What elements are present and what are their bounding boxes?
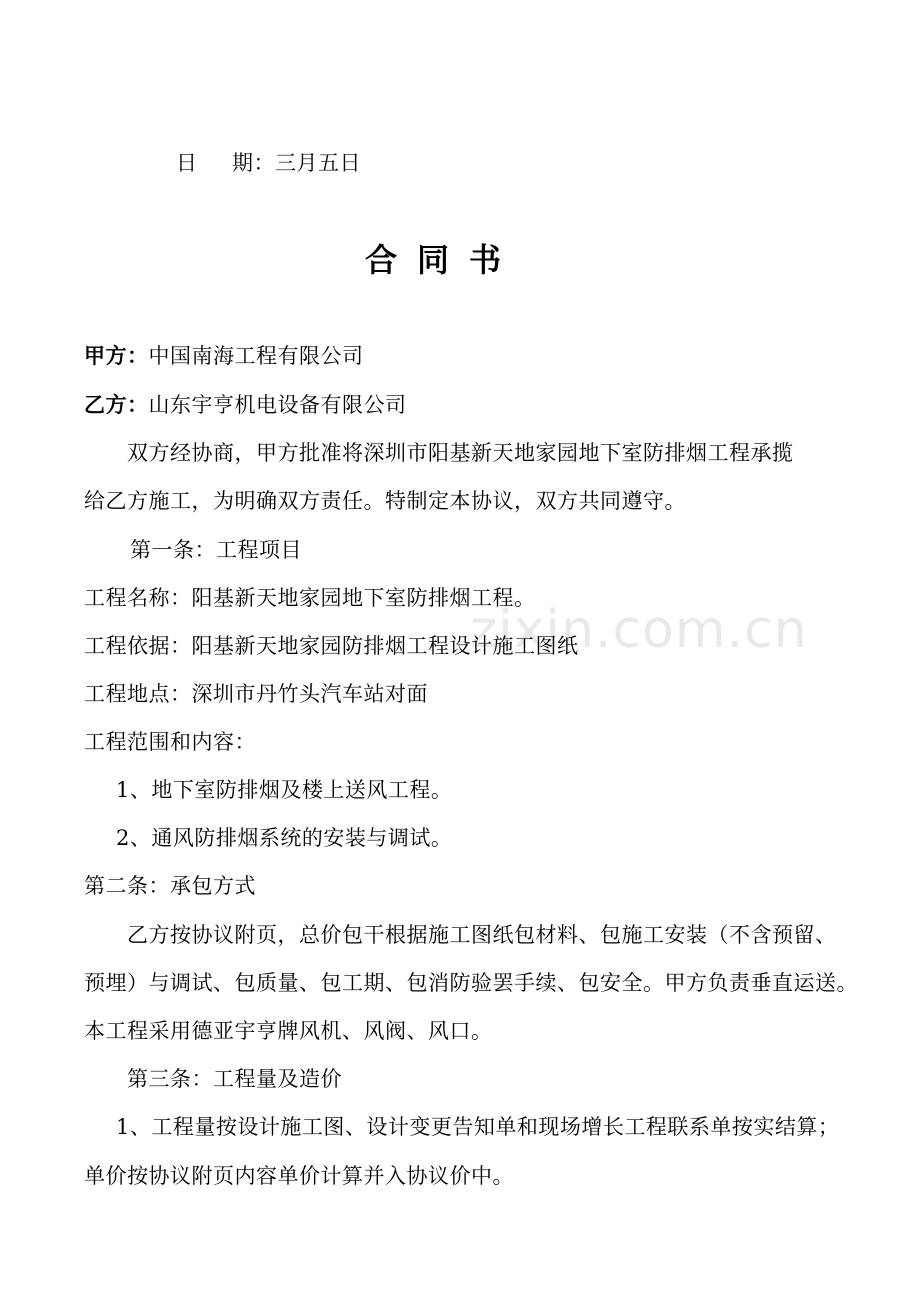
party-a-label: 甲方：	[84, 343, 149, 368]
party-a-name: 中国南海工程有限公司	[148, 344, 364, 368]
intro-line-1: 双方经协商，甲方批准将深圳市阳基新天地家园地下室防排烟工程承揽	[127, 441, 794, 465]
watermark: zixin.com.cn	[470, 600, 808, 660]
article-2-heading: 第二条：承包方式	[84, 874, 256, 898]
scope-item-1: 1、地下室防排烟及楼上送风工程。	[116, 778, 453, 802]
project-location: 工程地点：深圳市丹竹头汽车站对面	[84, 682, 428, 706]
party-a-line	[84, 342, 364, 370]
party-b-label: 乙方：	[84, 392, 149, 417]
intro-line-2: 给乙方施工，为明确双方责任。特制定本协议，双方共同遵守。	[84, 489, 686, 513]
party-b-name: 山东宇亨机电设备有限公司	[148, 393, 407, 417]
date-label-2: 期：	[232, 151, 275, 175]
document-title: 合同书	[364, 241, 521, 279]
article-1-heading: 第一条：工程项目	[130, 538, 302, 562]
project-basis: 工程依据：阳基新天地家园防排烟工程设计施工图纸	[84, 634, 579, 658]
date-value: 三月五日	[275, 151, 361, 175]
article-2-line-2: 预埋）与调试、包质量、包工期、包消防验罢手续、包安全。甲方负责垂直运送。	[84, 971, 858, 995]
project-name: 工程名称：阳基新天地家园地下室防排烟工程。	[84, 586, 536, 610]
scope-heading: 工程范围和内容：	[84, 730, 256, 754]
article-2-line-3: 本工程采用德亚宇亨牌风机、风阀、风口。	[84, 1019, 493, 1043]
party-b-line	[84, 391, 407, 419]
article-3-line-1: 1、工程量按设计施工图、设计变更告知单和现场增长工程联系单按实结算；	[116, 1115, 840, 1139]
date-line	[176, 149, 361, 177]
scope-item-2: 2、通风防排烟系统的安装与调试。	[116, 826, 453, 850]
date-label-1: 日	[176, 151, 198, 175]
article-3-line-2: 单价按协议附页内容单价计算并入协议价中。	[84, 1164, 514, 1188]
article-2-line-1: 乙方按协议附页，总价包干根据施工图纸包材料、包施工安装（不含预留、	[127, 923, 837, 947]
article-3-heading: 第三条：工程量及造价	[127, 1067, 342, 1091]
